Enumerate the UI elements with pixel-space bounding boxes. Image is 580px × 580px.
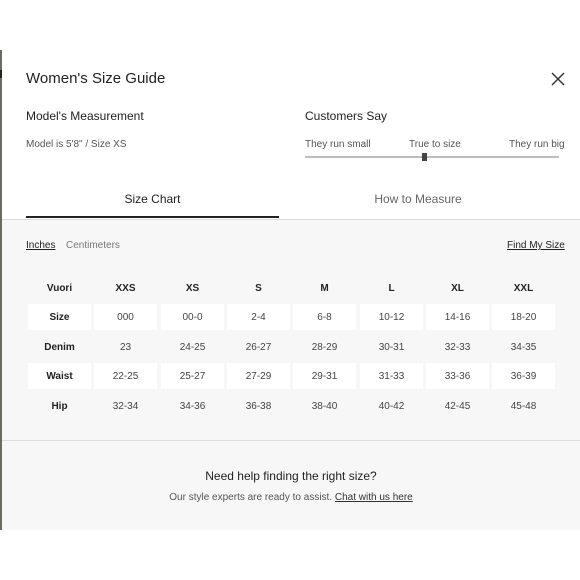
table-row-label: Denim bbox=[44, 341, 75, 353]
size-table-header-row bbox=[28, 275, 557, 301]
table-header-cell: S bbox=[255, 282, 262, 294]
table-header-cell: L bbox=[388, 282, 395, 294]
table-cell: 23 bbox=[119, 341, 132, 353]
table-cell: 42-45 bbox=[444, 400, 471, 412]
table-header-cell: XL bbox=[451, 282, 464, 294]
table-row-label: Waist bbox=[28, 363, 91, 389]
help-title: Need help finding the right size? bbox=[205, 469, 377, 483]
table-cell: 36-38 bbox=[245, 400, 272, 412]
table-cell: 29-31 bbox=[293, 363, 356, 389]
help-text-line bbox=[2, 492, 580, 503]
table-cell: 30-31 bbox=[378, 341, 405, 353]
help-text: Our style experts are ready to assist. bbox=[169, 492, 333, 503]
table-cell: 32-34 bbox=[112, 400, 139, 412]
fit-scale-track bbox=[305, 156, 559, 158]
table-cell: 36-39 bbox=[492, 363, 555, 389]
table-cell: 40-42 bbox=[378, 400, 405, 412]
table-row bbox=[28, 393, 557, 419]
table-header-cell: Vuori bbox=[46, 282, 73, 294]
table-row-label: Hip bbox=[51, 400, 68, 412]
unit-inches-toggle[interactable]: Inches bbox=[26, 240, 56, 251]
table-cell: 34-36 bbox=[179, 400, 206, 412]
modal-title: Women's Size Guide bbox=[26, 70, 166, 87]
size-guide-modal bbox=[2, 50, 580, 530]
table-cell: 24-25 bbox=[179, 341, 206, 353]
table-header-cell: M bbox=[320, 282, 329, 294]
table-cell: 26-27 bbox=[245, 341, 272, 353]
table-cell: 28-29 bbox=[311, 341, 338, 353]
fit-label-small: They run small bbox=[305, 139, 371, 150]
table-cell: 34-35 bbox=[510, 341, 537, 353]
table-cell: 18-20 bbox=[492, 304, 555, 330]
help-footer bbox=[2, 441, 580, 530]
table-cell: 38-40 bbox=[311, 400, 338, 412]
table-cell: 45-48 bbox=[510, 400, 537, 412]
unit-centimeters-toggle[interactable]: Centimeters bbox=[66, 240, 120, 251]
model-measurement-heading: Model's Measurement bbox=[26, 109, 144, 123]
table-header-cell: XXS bbox=[115, 282, 136, 294]
table-cell: 25-27 bbox=[161, 363, 224, 389]
fit-label-big: They run big bbox=[509, 139, 565, 150]
table-cell: 000 bbox=[94, 304, 157, 330]
find-my-size-link[interactable]: Find My Size bbox=[507, 240, 565, 251]
table-row bbox=[28, 304, 557, 330]
table-cell: 22-25 bbox=[94, 363, 157, 389]
table-cell: 33-36 bbox=[426, 363, 489, 389]
fit-label-true: True to size bbox=[409, 139, 461, 150]
tab-size-chart[interactable]: Size Chart bbox=[124, 192, 181, 206]
table-row-label: Size bbox=[28, 304, 91, 330]
size-chart-panel bbox=[2, 220, 580, 440]
table-cell: 00-0 bbox=[161, 304, 224, 330]
table-cell: 14-16 bbox=[426, 304, 489, 330]
table-cell: 32-33 bbox=[444, 341, 471, 353]
table-cell: 27-29 bbox=[227, 363, 290, 389]
table-header-cell: XS bbox=[185, 282, 200, 294]
close-icon[interactable] bbox=[551, 72, 565, 86]
table-cell: 31-33 bbox=[360, 363, 423, 389]
table-row bbox=[28, 334, 557, 360]
table-row bbox=[28, 363, 557, 389]
table-cell: 10-12 bbox=[360, 304, 423, 330]
active-tab-indicator bbox=[26, 216, 279, 218]
table-header-cell: XXL bbox=[513, 282, 534, 294]
customers-say-heading: Customers Say bbox=[305, 109, 388, 123]
table-cell: 2-4 bbox=[227, 304, 290, 330]
fit-scale-marker bbox=[422, 153, 427, 161]
model-measurement-text: Model is 5'8" / Size XS bbox=[26, 139, 127, 150]
chat-with-us-link[interactable]: Chat with us here bbox=[334, 492, 413, 503]
table-cell: 6-8 bbox=[293, 304, 356, 330]
tab-how-to-measure[interactable]: How to Measure bbox=[374, 192, 462, 206]
